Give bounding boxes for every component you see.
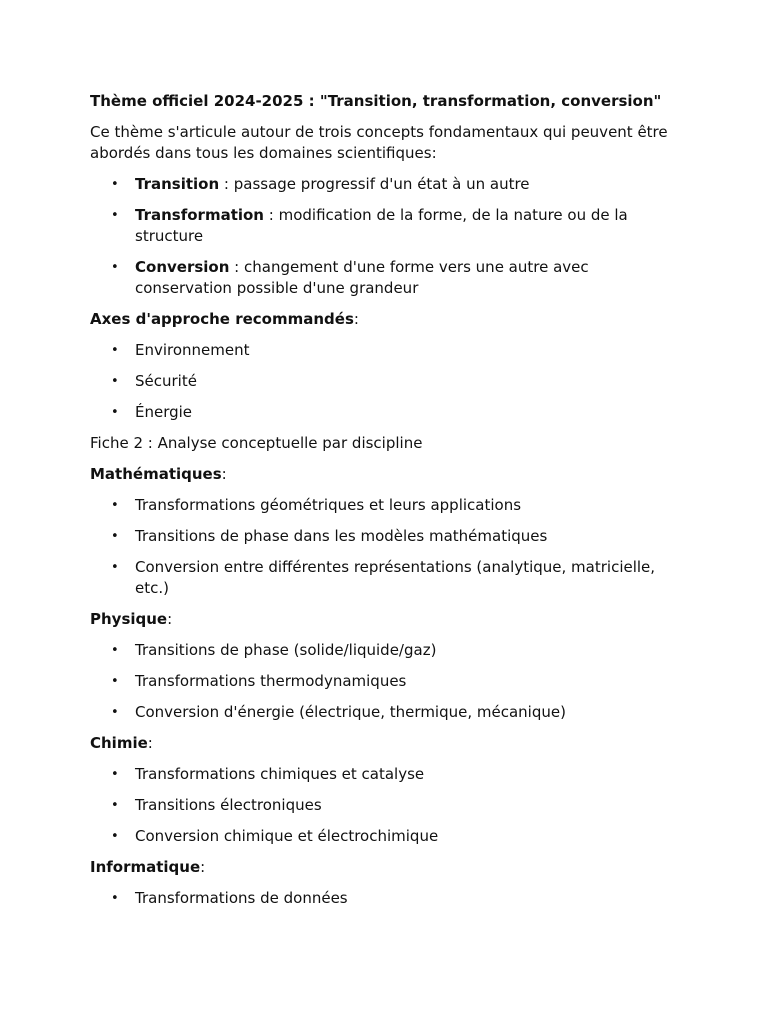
concept-term: Transition [135,175,220,193]
axes-heading [90,309,678,330]
list-item: • Transitions électroniques [135,795,678,816]
discipline-name: Mathématiques [90,465,222,483]
list-item: • Conversion d'énergie (électrique, thermique, mécanique) [135,702,678,723]
concept-term: Transformation [135,206,264,224]
discipline-colon: : [221,465,227,483]
concept-term: Conversion [135,258,230,276]
list-item [135,205,678,247]
list-item: • Environnement [135,340,678,361]
intro-paragraph: Ce thème s'articule autour de trois concepts fondamentaux qui peuvent être abordés dans tous les domaines scientifiques: [90,123,668,162]
list-item: • Transformations de données [135,888,678,909]
discipline-list-informatique [90,888,678,909]
list-item: • Sécurité [135,371,678,392]
discipline-heading-informatique [90,857,678,878]
discipline-heading-math [90,464,678,485]
document-title: Thème officiel 2024-2025 : "Transition, transformation, conversion" [90,92,662,110]
list-item: • Transitions de phase dans les modèles mathématiques [135,526,678,547]
axes-heading-text: Axes d'approche recommandés [90,310,354,328]
list-item: • Conversion chimique et électrochimique [135,826,678,847]
discipline-name: Chimie [90,734,148,752]
concept-desc: : passage progressif d'un état à un autre [219,175,530,193]
list-item [135,174,678,195]
axes-list [90,340,678,423]
discipline-list-chimie [90,764,678,847]
concepts-list [90,174,678,299]
discipline-list-physique [90,640,678,723]
discipline-name: Informatique [90,858,201,876]
list-item: • Transformations chimiques et catalyse [135,764,678,785]
list-item [135,257,678,299]
concept-desc: : modification de la forme, de la nature ou de la structure [135,206,628,245]
discipline-list-math [90,495,678,599]
list-item: • Conversion entre différentes représentations (analytique, matricielle, etc.) [135,557,678,599]
fiche-heading: Fiche 2 : Analyse conceptuelle par discipline [90,434,423,452]
discipline-heading-physique [90,609,678,630]
discipline-colon: : [147,734,153,752]
concept-desc: : changement d'une forme vers une autre avec conservation possible d'une grandeur [135,258,589,297]
list-item: • Transformations géométriques et leurs applications [135,495,678,516]
list-item: • Énergie [135,402,678,423]
list-item: • Transformations thermodynamiques [135,671,678,692]
discipline-colon: : [200,858,206,876]
axes-heading-colon: : [353,310,359,328]
discipline-heading-chimie [90,733,678,754]
discipline-name: Physique [90,610,168,628]
discipline-colon: : [167,610,173,628]
list-item: • Transitions de phase (solide/liquide/gaz) [135,640,678,661]
